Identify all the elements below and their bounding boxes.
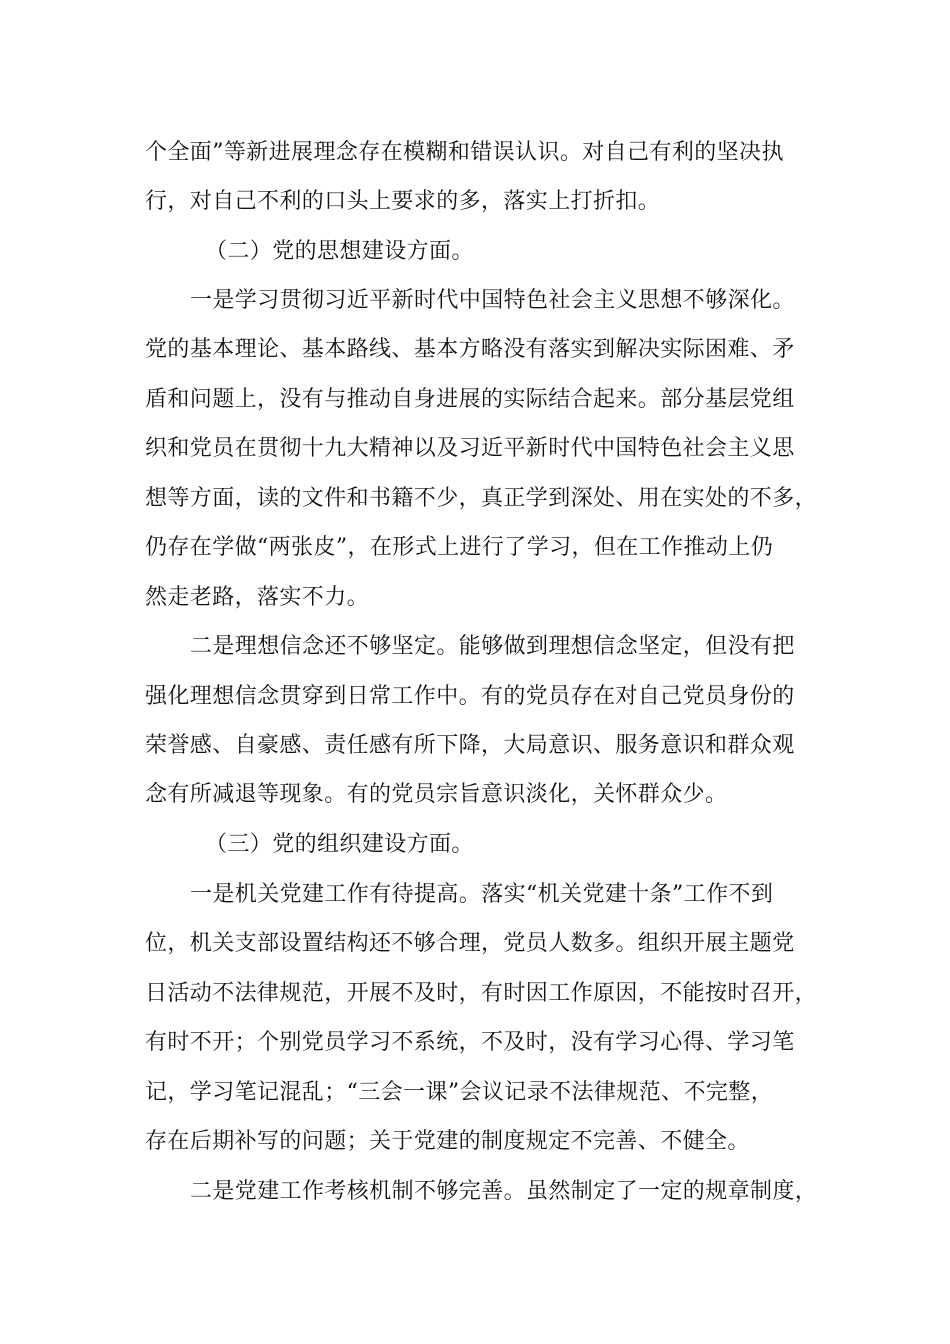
paragraph-line: 个全面”等新进展理念存在模糊和错误认识。对自己有利的坚决执 — [145, 140, 784, 165]
paragraph-line: 想等方面，读的文件和书籍不少，真正学到深处、用在实处的不多， — [145, 486, 818, 511]
paragraph-line: 一是机关党建工作有待提高。落实“机关党建十条”工作不到 — [190, 882, 774, 907]
paragraph-line: 记，学习笔记混乱；“三会一课”会议记录不法律规范、不完整， — [145, 1080, 774, 1105]
paragraph-line: 行，对自己不利的口头上要求的多，落实上打折扣。 — [145, 189, 661, 214]
paragraph-line: 党的基本理论、基本路线、基本方略没有落实到解决实际困难、矛 — [145, 337, 795, 362]
paragraph-line: 位，机关支部设置结构还不够合理，党员人数多。组织开展主题党 — [145, 931, 795, 956]
paragraph-line: 织和党员在贯彻十九大精神以及习近平新时代中国特色社会主义思 — [145, 436, 795, 461]
paragraph-line: 二是理想信念还不够坚定。能够做到理想信念坚定，但没有把 — [190, 634, 795, 659]
paragraph-line: 日活动不法律规范，开展不及时，有时因工作原因，不能按时召开， — [145, 981, 818, 1006]
section-heading: （二）党的思想建设方面。 — [205, 239, 474, 264]
paragraph-line: 有时不开；个别党员学习不系统，不及时，没有学习心得、学习笔 — [145, 1030, 795, 1055]
paragraph-line: 仍存在学做“两张皮”，在形式上进行了学习，但在工作推动上仍 — [145, 535, 774, 560]
paragraph-line: 二是党建工作考核机制不够完善。虽然制定了一定的规章制度， — [190, 1179, 818, 1204]
paragraph-line: 存在后期补写的问题；关于党建的制度规定不完善、不健全。 — [145, 1129, 750, 1154]
section-heading: （三）党的组织建设方面。 — [205, 832, 474, 857]
paragraph-line: 一是学习贯彻习近平新时代中国特色社会主义思想不够深化。 — [190, 288, 795, 313]
paragraph-line: 荣誉感、自豪感、责任感有所下降，大局意识、服务意识和群众观 — [145, 733, 795, 758]
paragraph-line: 盾和问题上，没有与推动自身进展的实际结合起来。部分基层党组 — [145, 387, 795, 412]
paragraph-line: 强化理想信念贯穿到日常工作中。有的党员存在对自己党员身份的 — [145, 684, 795, 709]
paragraph-line: 然走老路，落实不力。 — [145, 585, 370, 610]
paragraph-line: 念有所减退等现象。有的党员宗旨意识淡化，关怀群众少。 — [145, 782, 728, 807]
